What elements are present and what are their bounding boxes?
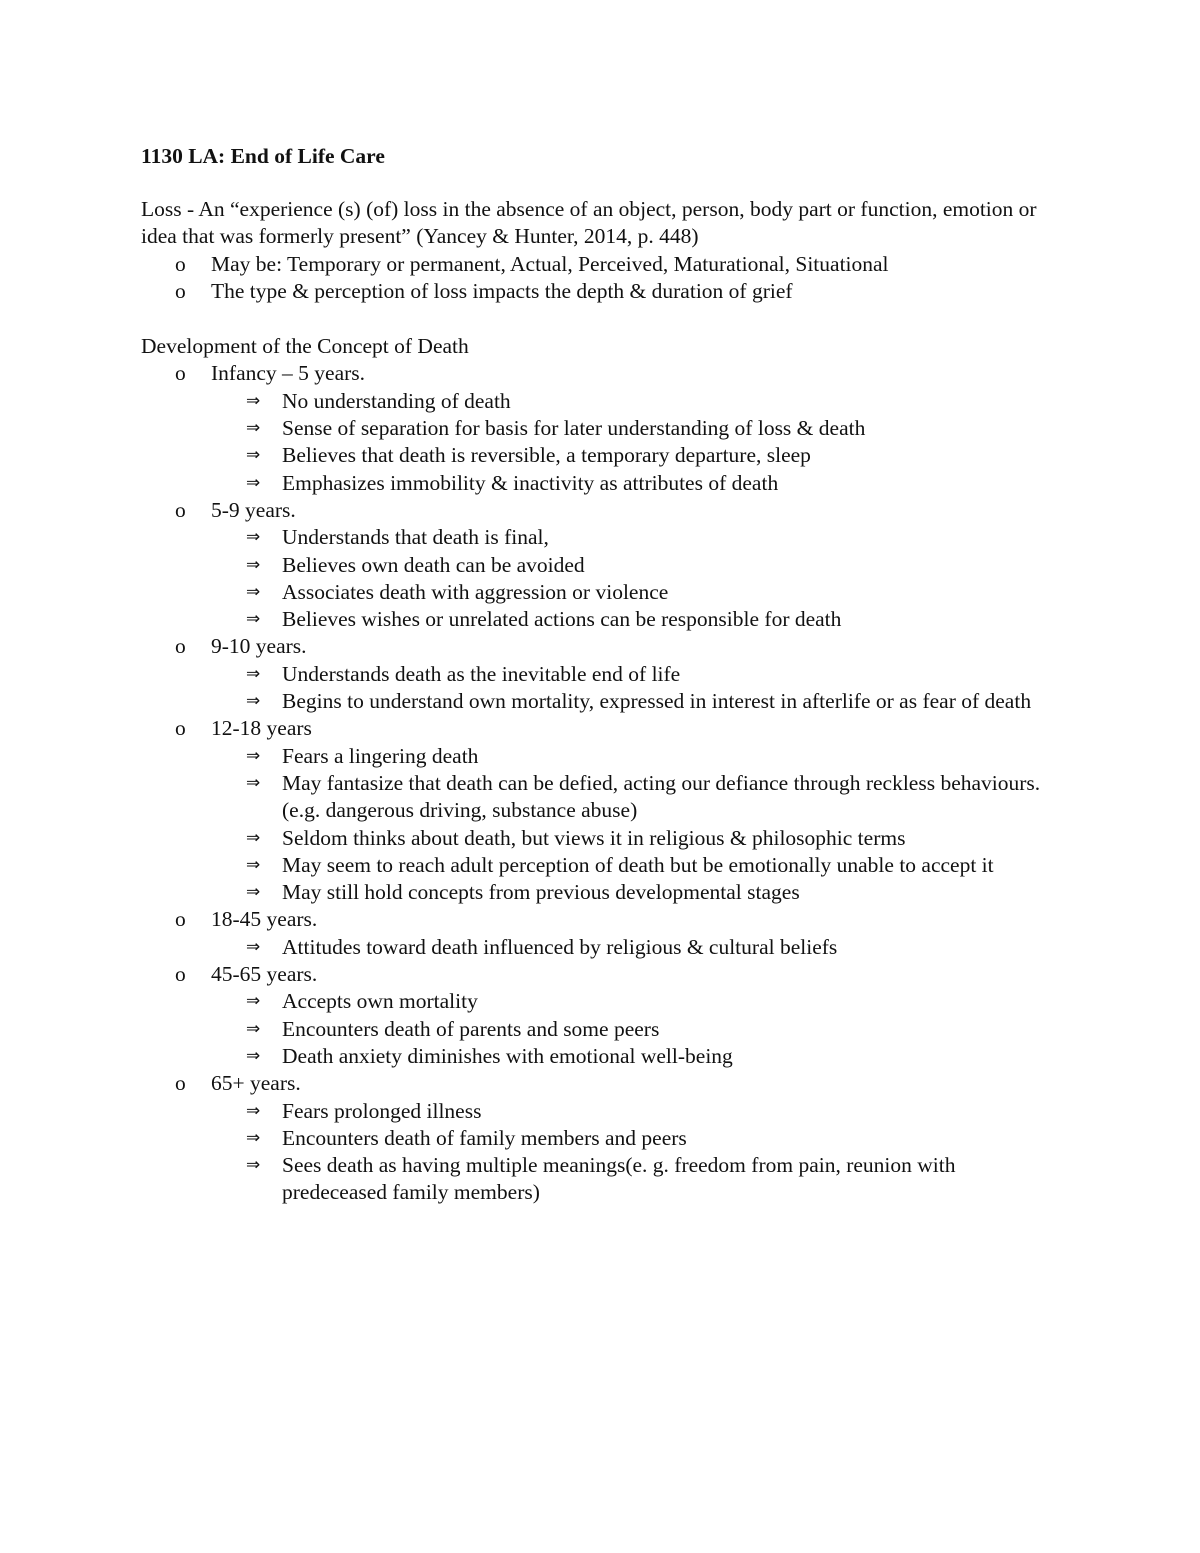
stage-label: 9-10 years. [211,634,307,659]
stage-detail-text: Emphasizes immobility & inactivity as attributes of death [282,470,779,495]
double-arrow-icon: ⇒ [246,1100,261,1121]
stage-detail-text: Believes own death can be avoided [282,552,585,577]
double-arrow-icon: ⇒ [246,527,261,548]
double-arrow-icon: ⇒ [246,390,261,411]
stage-detail-text: May fantasize that death can be defied, acting our defiance through reckless behaviours. (e.g. dangerous driving, substance abuse) [282,770,1041,823]
list-item [141,524,1061,551]
stage-detail-list [211,388,1061,497]
stage-label: 45-65 years. [211,962,318,987]
circle-bullet-icon: o [175,962,186,987]
double-arrow-icon: ⇒ [246,609,261,630]
loss-points [141,251,1061,306]
double-arrow-icon: ⇒ [246,554,261,575]
list-item [141,825,1061,852]
stage-item [141,497,1061,633]
circle-bullet-icon: o [175,1071,186,1096]
loss-point-text: The type & perception of loss impacts the depth & duration of grief [211,278,793,303]
double-arrow-icon: ⇒ [246,581,261,602]
stage-detail-text: Encounters death of family members and peers [282,1125,687,1150]
stage-detail-text: Accepts own mortality [282,989,478,1014]
list-item [141,251,1061,278]
list-item [141,415,1061,442]
double-arrow-icon: ⇒ [246,991,261,1012]
section-heading: Development of the Concept of Death [141,334,469,359]
double-arrow-icon: ⇒ [246,445,261,466]
stage-item [141,633,1061,715]
stage-detail-text: Sense of separation for basis for later understanding of loss & death [282,416,866,441]
list-item [141,1098,1061,1125]
list-item [141,552,1061,579]
stage-detail-text: May seem to reach adult perception of death but be emotionally unable to accept it [282,852,994,877]
stage-list [141,360,1061,1206]
document-page [141,142,1061,1207]
stage-item [141,715,1061,906]
stage-item [141,961,1061,1070]
double-arrow-icon: ⇒ [246,1045,261,1066]
stage-detail-text: Encounters death of parents and some peers [282,1016,660,1041]
circle-bullet-icon: o [175,497,186,522]
double-arrow-icon: ⇒ [246,827,261,848]
list-item [141,1043,1061,1070]
stage-detail-list [211,934,1061,961]
stage-label: Infancy – 5 years. [211,361,366,386]
double-arrow-icon: ⇒ [246,745,261,766]
circle-bullet-icon: o [175,251,186,276]
double-arrow-icon: ⇒ [246,663,261,684]
double-arrow-icon: ⇒ [246,936,261,957]
stage-detail-text: Believes wishes or unrelated actions can be responsible for death [282,607,842,632]
list-item [141,852,1061,879]
double-arrow-icon: ⇒ [246,1018,261,1039]
double-arrow-icon: ⇒ [246,1127,261,1148]
list-item [141,388,1061,415]
list-item [141,442,1061,469]
stage-item [141,1070,1061,1206]
stage-item [141,360,1061,496]
stage-detail-text: Associates death with aggression or violence [282,579,669,604]
double-arrow-icon: ⇒ [246,472,261,493]
stage-label: 12-18 years [211,716,312,741]
page-title: 1130 LA: End of Life Care [141,144,385,168]
list-item [141,879,1061,906]
stage-detail-text: Begins to understand own mortality, expressed in interest in afterlife or as fear of death [282,689,1032,714]
stage-detail-list [211,743,1061,907]
stage-detail-text: Believes that death is reversible, a temporary departure, sleep [282,443,811,468]
double-arrow-icon: ⇒ [246,418,261,439]
circle-bullet-icon: o [175,716,186,741]
list-item [141,988,1061,1015]
section-spacer [141,305,1061,333]
stage-detail-text: Sees death as having multiple meanings(e. g. freedom from pain, reunion with predeceased family members) [282,1153,956,1205]
list-item [141,934,1061,961]
stage-detail-list [211,988,1061,1070]
list-item [141,470,1061,497]
stage-detail-text: May still hold concepts from previous developmental stages [282,880,800,905]
list-item [141,579,1061,606]
stage-detail-text: Seldom thinks about death, but views it in religious & philosophic terms [282,825,906,850]
double-arrow-icon: ⇒ [246,1155,261,1176]
circle-bullet-icon: o [175,907,186,932]
stage-detail-text: Understands that death is final, [282,525,549,550]
stage-label: 5-9 years. [211,497,296,522]
stage-label: 18-45 years. [211,907,318,932]
double-arrow-icon: ⇒ [246,854,261,875]
list-item [141,688,1061,715]
stage-detail-text: Death anxiety diminishes with emotional well-being [282,1043,733,1068]
double-arrow-icon: ⇒ [246,691,261,712]
list-item [141,1152,1061,1207]
stage-label: 65+ years. [211,1071,301,1096]
list-item [141,770,1061,825]
stage-detail-text: Fears a lingering death [282,743,479,768]
stage-detail-text: No understanding of death [282,388,511,413]
list-item [141,606,1061,633]
stage-detail-text: Fears prolonged illness [282,1098,482,1123]
stage-detail-list [211,524,1061,633]
stage-detail-text: Understands death as the inevitable end of life [282,661,681,686]
list-item [141,278,1061,305]
list-item [141,1125,1061,1152]
list-item [141,661,1061,688]
stage-detail-list [211,661,1061,716]
stage-item [141,906,1061,961]
list-item [141,743,1061,770]
double-arrow-icon: ⇒ [246,772,261,793]
loss-definition: Loss - An “experience (s) (of) loss in the absence of an object, person, body part or function, emotion or idea that was formerly present” (Yancey & Hunter, 2014, p. 448) [141,197,1037,249]
stage-detail-text: Attitudes toward death influenced by religious & cultural beliefs [282,934,838,959]
loss-point-text: May be: Temporary or permanent, Actual, Perceived, Maturational, Situational [211,251,889,276]
circle-bullet-icon: o [175,634,186,659]
circle-bullet-icon: o [175,278,186,303]
double-arrow-icon: ⇒ [246,882,261,903]
circle-bullet-icon: o [175,361,186,386]
list-item [141,1016,1061,1043]
stage-detail-list [211,1098,1061,1207]
